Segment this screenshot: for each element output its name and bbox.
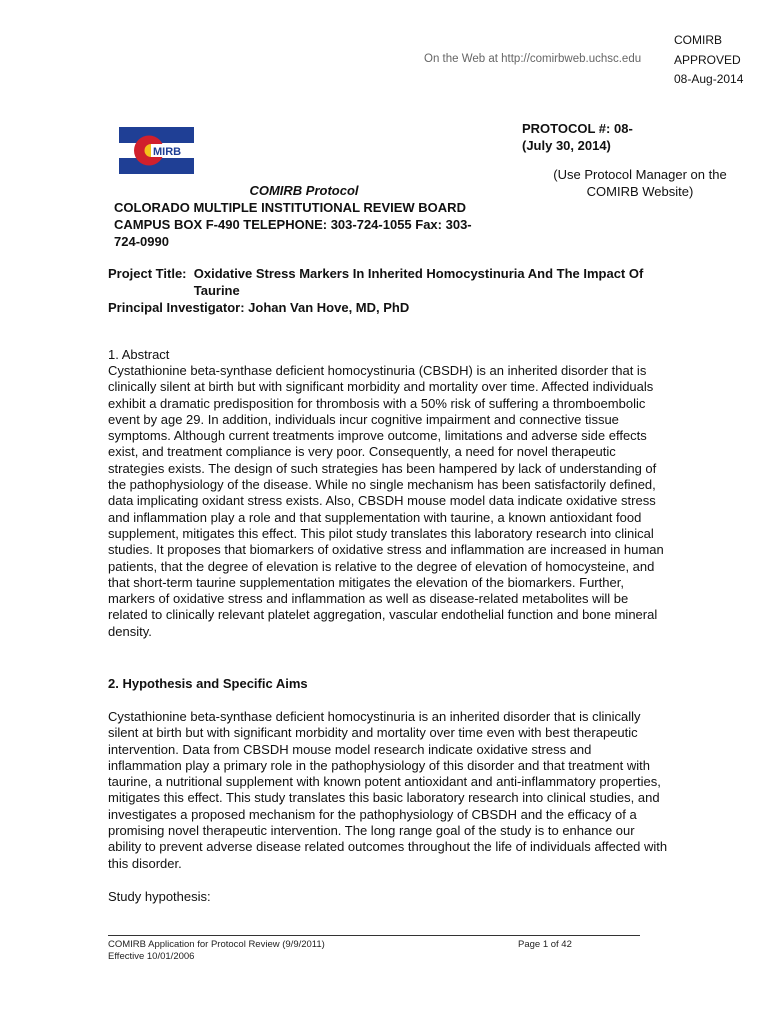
principal-investigator-label: Principal Investigator: <box>108 300 249 315</box>
footer-effective-date: Effective 10/01/2006 <box>108 951 195 962</box>
approval-stamp <box>674 31 743 90</box>
protocol-manager-note: (Use Protocol Manager on the COMIRB Website) <box>553 167 727 199</box>
aims-body: Cystathionine beta-synthase deficient homocystinuria is an inherited disorder that is clinically silent at birth but with significant morbidity and mortality over time even with best therapeutic intervention. Data from CBSDH mouse model research indicate oxidative stress and inflammation play a primary role in the pathophysiology of this disorder and that treatment with taurine, a nutritional supplement with known potent antioxidant and anti-inflammatory properties, mitigates this effect. This study translates this basic laboratory research into clinical studies, and investigates a proposed mechanism for the pathophysiology of CBSDH and the efficacy of a promising novel therapeutic intervention. The long range goal of the study is to enhance our ability to prevent adverse disease related outcomes throughout the life of individuals affected with this disorder. <box>108 709 668 871</box>
hypothesis-label: Study hypothesis: <box>108 889 211 904</box>
abstract-body: Cystathionine beta-synthase deficient homocystinuria (CBSDH) is an inherited disorder that is clinically silent at birth but with significant morbidity and mortality over time. Affected individuals exhibit a dramatic predisposition for thrombosis with a 50% risk of suffering a thromboembolic event by age 29. In addition, individuals incur cognitive impairment and connective tissue symptoms. Although current treatments improve outcome, limitations and adverse side effects exist, and treatment compliance is very poor. Consequently, a need for novel therapeutic strategies exists. The design of such strategies has been hampered by lack of understanding of the pathophysiology of the disease. While no single mechanism has been satisfactorily defined, data implicating oxidant stress exists. Also, CBSDH mouse model data indicate oxidative stress and inflammation play a role and that supplementation with taurine, a known antioxidant food supplement, mitigates this effect. This pilot study translates this laboratory research into clinical studies. It proposes that biomarkers of oxidative stress and inflammation are increased in human patients, that the degree of elevation is relative to the degree of elevation of homocysteine, and that short-term taurine supplementation mitigates the elevation of the biomarkers. Further, markers of oxidative stress and inflammation as well as disease-related metabolites will be related to clinically relevant platelet aggregation, vascular endothelial function and bone mineral density. <box>108 363 664 639</box>
footer-form-title: COMIRB Application for Protocol Review (9/9/2011) <box>108 939 325 950</box>
project-info <box>108 265 688 316</box>
approval-date: 08-Aug-2014 <box>674 72 744 86</box>
comirb-logo <box>119 127 194 174</box>
principal-investigator-row <box>108 299 688 316</box>
board-title: COMIRB Protocol <box>249 183 359 198</box>
approval-line: COMIRB <box>674 33 722 47</box>
colorado-flag-logo-icon <box>119 127 194 174</box>
principal-investigator: Johan Van Hove, MD, PhD <box>248 300 410 315</box>
board-info <box>114 182 494 250</box>
page-number: Page 1 of 42 <box>518 939 572 950</box>
footer-form-info <box>108 939 325 963</box>
board-name: COLORADO MULTIPLE INSTITUTIONAL REVIEW BOARD <box>114 200 466 215</box>
protocol-date: (July 30, 2014) <box>522 138 611 153</box>
abstract-heading: 1. Abstract <box>108 347 170 362</box>
project-title-label: Project Title: <box>108 266 194 281</box>
footer-divider <box>108 935 640 936</box>
logo-text: MIRB <box>153 146 182 158</box>
approval-line: APPROVED <box>674 52 741 67</box>
protocol-number: PROTOCOL #: 08- <box>522 121 633 136</box>
protocol-number-block <box>522 120 633 154</box>
project-title: Oxidative Stress Markers In Inherited Homocystinuria And The Impact Of Taurine <box>193 266 644 298</box>
board-contact: CAMPUS BOX F-490 TELEPHONE: 303-724-1055 Fax: 303-724-0990 <box>114 217 472 249</box>
project-title-row <box>108 265 688 299</box>
aims-heading: 2. Hypothesis and Specific Aims <box>108 676 308 691</box>
web-address-note: On the Web at http://comirbweb.uchsc.edu <box>424 53 642 65</box>
